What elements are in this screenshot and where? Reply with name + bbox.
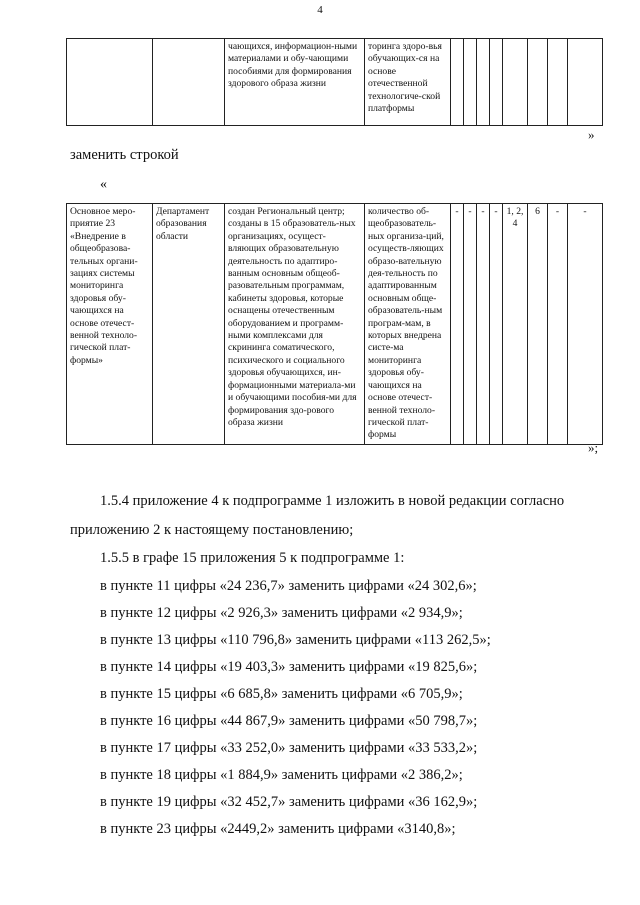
table-cell-value: 1, 2, 4: [503, 204, 528, 445]
list-item: в пункте 19 цифры «32 452,7» заменить цифрами «36 162,9»;: [100, 794, 478, 810]
list-item: в пункте 16 цифры «44 867,9» заменить цифрами «50 798,7»;: [100, 713, 478, 729]
table-cell-value: -: [490, 204, 503, 445]
closing-quote: »: [588, 127, 595, 142]
paragraph: 1.5.5 в графе 15 приложения 5 к подпрограмме 1:: [100, 550, 405, 566]
table-replacement-row: [66, 203, 603, 445]
page-number: 4: [317, 4, 323, 16]
list-item: в пункте 18 цифры «1 884,9» заменить цифрами «2 386,2»;: [100, 767, 463, 783]
list-item: в пункте 15 цифры «6 685,8» заменить цифрами «6 705,9»;: [100, 686, 463, 702]
table-cell-value: -: [568, 204, 603, 445]
table-cell-executor: Департамент образования области: [153, 204, 225, 445]
closing-quote: »;: [588, 440, 599, 455]
table-cell-value: -: [477, 204, 490, 445]
table-row: [67, 204, 603, 445]
table-cell-value: 6: [528, 204, 548, 445]
list-item: в пункте 14 цифры «19 403,3» заменить цифрами «19 825,6»;: [100, 659, 478, 675]
table-cell-value: -: [548, 204, 568, 445]
table-cell-activity: Основное меро-приятие 23 «Внедрение в общеобразова-тельных органи-зациях системы мониторинга здоровья обу-чающихся на основе отечест-венной техноло-гической плат-формы»: [67, 204, 153, 445]
table-cell-indicator: торинга здоро-вья обучающих-ся на основе отечественной технологиче-ской платформы: [365, 39, 451, 126]
table-cell-results: чающихся, информацион-ными материалами и обу-чающими пособиями для формирования здорового образа жизни: [225, 39, 365, 126]
list-item: в пункте 23 цифры «2449,2» заменить цифрами «3140,8»;: [100, 821, 456, 837]
paragraph: приложению 2 к настоящему постановлению;: [70, 522, 354, 538]
list-item: в пункте 17 цифры «33 252,0» заменить цифрами «33 533,2»;: [100, 740, 478, 756]
table-cell-value: -: [464, 204, 477, 445]
replace-instruction: заменить строкой: [70, 147, 179, 163]
list-item: в пункте 11 цифры «24 236,7» заменить цифрами «24 302,6»;: [100, 578, 477, 594]
list-item: в пункте 13 цифры «110 796,8» заменить цифрами «113 262,5»;: [100, 632, 491, 648]
opening-quote: «: [100, 177, 107, 192]
list-item: в пункте 12 цифры «2 926,3» заменить цифрами «2 934,9»;: [100, 605, 463, 621]
table-cell-indicator: количество об-щеобразователь-ных организа-ций, осуществ-ляющих образо-вательную дея-тельность по адаптированным основным обще-образователь-ным програм-мам, в которых внедрена систе-ма мониторинга здоровья обу-чающихся на основе отечест-венной техноло-гической плат-формы: [365, 204, 451, 445]
paragraph: 1.5.4 приложение 4 к подпрограмме 1 изложить в новой редакции согласно: [100, 493, 565, 509]
table-row: [67, 39, 603, 126]
table-fragment-top: [66, 38, 603, 126]
table-cell-value: -: [451, 204, 464, 445]
table-cell-results: создан Региональный центр; созданы в 15 образователь-ных организациях, осущест-вляющих образовательную деятельность по адаптиро-ванным основным общеоб-разовательным программам, кабинеты здоровья, которые оснащены отечественным оборудованием и программ-ными комплексами для скрининга соматического, психического и социального здоровья обучающихся, ин-формационными материала-ми и обучающими пособия-ми для формирования здо-рового образа жизни: [225, 204, 365, 445]
